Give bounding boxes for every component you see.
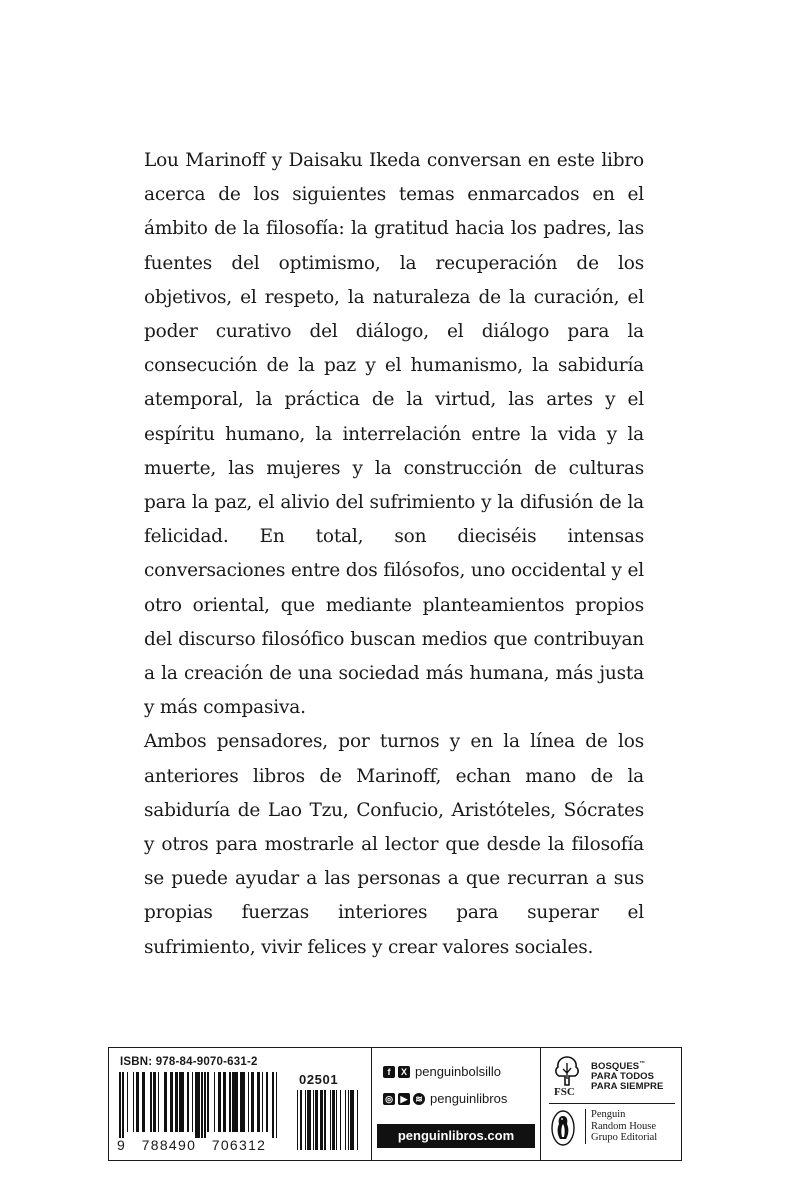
back-cover-blurb — [144, 144, 644, 965]
website-url[interactable]: penguinlibros.com — [377, 1124, 535, 1148]
barcode-bar — [207, 1072, 209, 1132]
barcode-bar — [313, 1090, 314, 1150]
fsc-slogan — [591, 1059, 663, 1092]
blurb-paragraph-2: Ambos pensadores, por turnos y en la línea de los anteriores libros de Marinoff, echan mano de la sabiduría de Lao Tzu, Confucio, Aristóteles, Sócrates y otros para mostrarle al lector que desde la filosofía se puede ayudar a las personas a que recurran a sus propias fuerzas interiores para superar el sufrimiento, vivir felices y crear valores sociales. — [144, 731, 644, 958]
barcode-bar — [300, 1090, 303, 1150]
barcode-bar — [164, 1072, 167, 1132]
publisher-name — [585, 1109, 657, 1144]
publisher-line-1: Penguin — [591, 1109, 626, 1120]
barcode-bar — [201, 1072, 203, 1138]
social-handle-2[interactable]: penguinlibros — [430, 1091, 508, 1106]
isbn-label: ISBN: 978-84-9070-631-2 — [120, 1056, 258, 1068]
barcode-bar — [158, 1072, 160, 1132]
addon-barcode — [297, 1090, 355, 1150]
barcode-bar — [320, 1090, 323, 1150]
barcode-bar — [251, 1072, 254, 1132]
youtube-icon[interactable]: ▶ — [398, 1093, 410, 1105]
spotify-icon[interactable]: ≋ — [413, 1093, 425, 1105]
barcode-bar — [150, 1072, 152, 1132]
barcode-bar — [232, 1072, 238, 1132]
barcode-bar — [187, 1072, 189, 1132]
barcode-bar — [240, 1072, 245, 1132]
barcode-bar — [307, 1090, 311, 1150]
barcode-bar — [192, 1072, 194, 1132]
fsc-label: FSC — [554, 1086, 575, 1098]
barcode-bar — [223, 1072, 226, 1132]
barcode-bar — [350, 1090, 354, 1150]
barcode-bar — [229, 1072, 231, 1132]
barcode-bar — [305, 1090, 306, 1150]
barcode-addon-number: 02501 — [299, 1072, 339, 1087]
barcode-bar — [262, 1072, 264, 1132]
cover-footer-box — [108, 1047, 682, 1161]
barcode-bar — [336, 1090, 337, 1150]
barcode-bar — [357, 1090, 358, 1150]
social-row-2 — [383, 1091, 507, 1106]
barcode-bar — [175, 1072, 178, 1132]
barcode-bar — [348, 1090, 349, 1150]
barcode-bar — [297, 1090, 298, 1150]
publisher-line-2: Random House — [591, 1120, 657, 1132]
barcode-bar — [119, 1072, 121, 1138]
barcode-bar — [266, 1072, 268, 1132]
social-row-1 — [383, 1064, 501, 1079]
fsc-tree-icon — [553, 1055, 581, 1087]
blurb-paragraph-1: Lou Marinoff y Daisaku Ikeda conversan en este libro acerca de los siguientes temas enmarcados en el ámbito de la filosofía: la gratitud hacia los padres, las fuentes del optimismo, la recuperación de los objetivos, el respeto, la naturaleza de la curación, el poder curativo del diálogo, el diálogo para la consecución de la paz y el humanismo, la sabiduría atemporal, la práctica de la virtud, las artes y el espíritu humano, la interrelación entre la vida y la muerte, las mujeres y la construcción de culturas para la paz, el alivio del sufrimiento y la difusión de la felicidad. En total, son dieciséis intensas conversaciones entre dos filósofos, uno occidental y el otro oriental, que mediante planteamientos propios del discurso filosófico buscan medios que contribuyan a la creación de una sociedad más humana, más justa y más compasiva. — [144, 150, 644, 719]
instagram-icon[interactable]: ◎ — [383, 1093, 395, 1105]
fsc-line-3: PARA SIEMPRE — [591, 1081, 664, 1093]
barcode-bar — [127, 1072, 129, 1132]
barcode-bar — [315, 1090, 318, 1150]
barcode-bar — [218, 1072, 221, 1132]
barcode-bar — [204, 1072, 206, 1138]
logos-panel — [541, 1048, 681, 1160]
fsc-tm: ™ — [639, 1061, 646, 1067]
fsc-line-1: BOSQUES — [591, 1061, 640, 1073]
barcode-bar — [340, 1090, 341, 1150]
social-handle-1[interactable]: penguinbolsillo — [415, 1064, 502, 1079]
barcode-bar — [179, 1072, 184, 1132]
barcode-bar — [276, 1072, 278, 1138]
social-panel — [372, 1048, 541, 1160]
barcode-bar — [214, 1072, 216, 1132]
barcode-bar — [248, 1072, 250, 1132]
barcode-bar — [272, 1072, 274, 1138]
barcode-panel — [109, 1048, 372, 1160]
fsc-line-2: PARA TODOS — [591, 1071, 655, 1083]
barcode-bar — [142, 1072, 145, 1132]
fsc-block — [549, 1053, 675, 1104]
barcode-bar — [345, 1090, 346, 1150]
barcode-bar — [324, 1090, 325, 1150]
x-icon[interactable]: X — [398, 1066, 410, 1078]
barcode-bar — [195, 1072, 200, 1138]
barcode-bar — [136, 1072, 139, 1132]
barcode-bar — [332, 1090, 335, 1150]
penguin-logo-icon — [551, 1110, 575, 1146]
publisher-line-3: Grupo Editorial — [591, 1132, 658, 1143]
barcode-bar — [122, 1072, 124, 1138]
barcode-bar — [257, 1072, 260, 1132]
ean-barcode — [119, 1072, 291, 1136]
barcode-bar — [330, 1090, 331, 1150]
facebook-icon[interactable]: f — [383, 1066, 395, 1078]
barcode-bar — [133, 1072, 135, 1132]
barcode-bar — [170, 1072, 173, 1132]
barcode-digits: 9 788490 706312 — [117, 1137, 267, 1153]
barcode-bar — [153, 1072, 156, 1132]
